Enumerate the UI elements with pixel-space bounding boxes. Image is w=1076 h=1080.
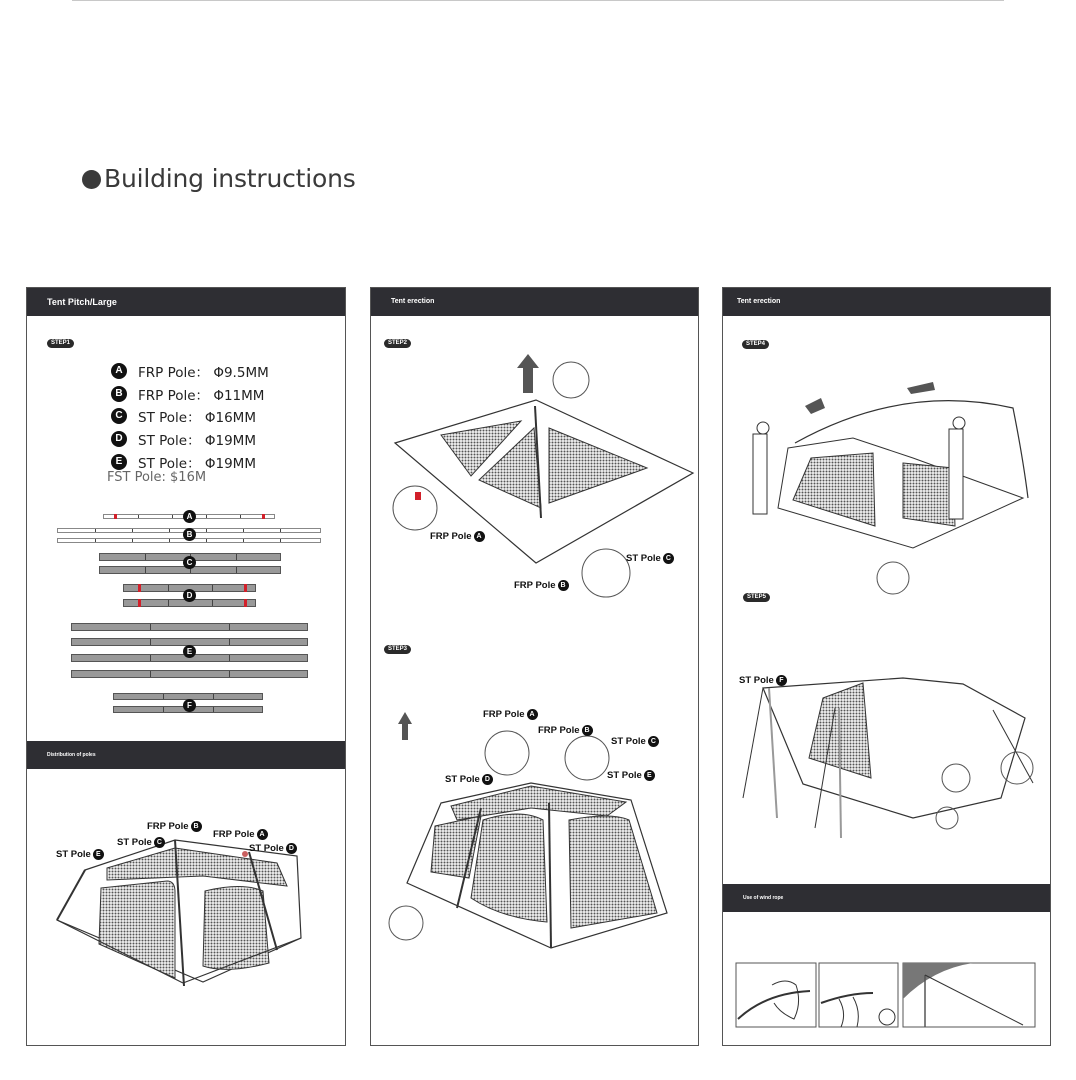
distribution-header: Distribution of poles — [27, 741, 345, 769]
callout-st-pole-f: ST Pole F — [739, 675, 787, 686]
top-divider — [72, 0, 1004, 1]
letter-badge-icon: E — [183, 645, 196, 658]
letter-badge-icon: C — [154, 837, 165, 848]
letter-badge-icon: B — [191, 821, 202, 832]
wind-rope-figure-3 — [903, 963, 1035, 1027]
step-badge: STEP4 — [742, 340, 769, 349]
pole-e-bar — [71, 670, 308, 678]
callout-frp-pole-b: FRP Pole B — [538, 725, 593, 736]
letter-badge-icon: C — [183, 556, 196, 569]
step5-illustration — [723, 658, 1052, 888]
letter-badge-icon: B — [558, 580, 569, 591]
letter-badge-icon: C — [663, 553, 674, 564]
pole-e-bar — [71, 623, 308, 631]
letter-badge-icon: A — [111, 363, 127, 379]
letter-badge-icon: E — [93, 849, 104, 860]
callout-frp-pole-a: FRP Pole A — [213, 829, 268, 840]
panel-header: Tent Pitch/Large — [27, 288, 345, 316]
letter-badge-icon: C — [648, 736, 659, 747]
step-badge: STEP2 — [384, 339, 411, 348]
fst-pole-note: FST Pole: $16M — [107, 470, 207, 485]
panel-header: Tent erection — [371, 288, 698, 316]
callout-st-pole-e: ST Pole E — [607, 770, 655, 781]
callout-st-pole-c: ST Pole C — [117, 837, 165, 848]
letter-badge-icon: A — [527, 709, 538, 720]
letter-badge-icon: D — [286, 843, 297, 854]
callout-frp-pole-a: FRP Pole A — [483, 709, 538, 720]
wind-rope-header: Use of wind rope — [723, 884, 1050, 912]
callout-st-pole-e: ST Pole E — [56, 849, 104, 860]
panel-tent-erection-2 — [722, 287, 1051, 1046]
panel-tent-erection-1 — [370, 287, 699, 1046]
section-title: Building instructions — [82, 164, 356, 193]
callout-st-pole-d: ST Pole D — [249, 843, 297, 854]
letter-badge-icon: A — [183, 510, 196, 523]
step-badge: STEP3 — [384, 645, 411, 654]
pole-spec-list — [111, 360, 269, 473]
callout-frp-pole-b: FRP Pole B — [147, 821, 202, 832]
step-badge: STEP1 — [47, 339, 74, 348]
callout-frp-pole-a: FRP Pole A — [430, 531, 485, 542]
letter-badge-icon: D — [183, 589, 196, 602]
panel-tent-pitch — [26, 287, 346, 1046]
pole-spec-d: D ST Pole： Φ19MM — [111, 428, 269, 451]
pole-spec-c: C ST Pole： Φ16MM — [111, 405, 269, 428]
step4-illustration — [723, 368, 1052, 608]
letter-badge-icon: D — [111, 431, 127, 447]
wind-rope-figure-1 — [736, 963, 816, 1027]
letter-badge-icon: E — [111, 454, 127, 470]
letter-badge-icon: A — [474, 531, 485, 542]
tent-distribution-illustration — [27, 768, 347, 1028]
callout-st-pole-c: ST Pole C — [611, 736, 659, 747]
letter-badge-icon: B — [582, 725, 593, 736]
letter-badge-icon: F — [183, 699, 196, 712]
letter-badge-icon: B — [111, 386, 127, 402]
pole-spec-e: E ST Pole： Φ19MM — [111, 450, 269, 473]
letter-badge-icon: D — [482, 774, 493, 785]
letter-badge-icon: A — [257, 829, 268, 840]
letter-badge-icon: C — [111, 408, 127, 424]
step2-illustration — [371, 348, 700, 648]
step3-illustration — [371, 708, 700, 1008]
pole-spec-b: B FRP Pole： Φ11MM — [111, 383, 269, 406]
callout-st-pole-c: ST Pole C — [626, 553, 674, 564]
bullet-icon — [82, 170, 101, 189]
callout-frp-pole-b: FRP Pole B — [514, 580, 569, 591]
wind-rope-figure-2 — [819, 963, 898, 1027]
letter-badge-icon: F — [776, 675, 787, 686]
letter-badge-icon: B — [183, 528, 196, 541]
panel-header: Tent erection — [723, 288, 1050, 316]
pole-spec-a: A FRP Pole： Φ9.5MM — [111, 360, 269, 383]
step-badge: STEP5 — [743, 593, 770, 602]
letter-badge-icon: E — [644, 770, 655, 781]
callout-st-pole-d: ST Pole D — [445, 774, 493, 785]
